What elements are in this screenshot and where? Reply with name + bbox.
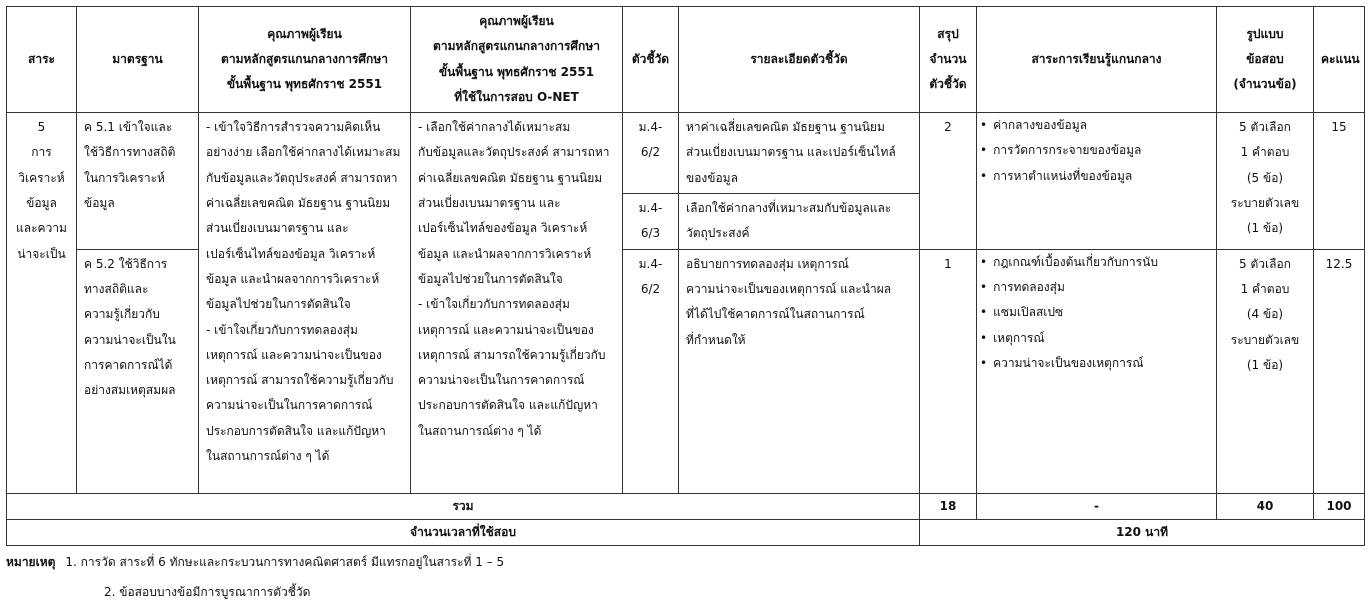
total-indicators: 18 <box>920 493 977 519</box>
indicator-code: ม.4-6/3 <box>638 201 663 241</box>
header-core-content: สาระการเรียนรู้แกนกลาง <box>1031 51 1162 66</box>
list-item: • ความน่าจะเป็นของเหตุการณ์ <box>980 351 1216 376</box>
header-standard: มาตรฐาน <box>112 51 163 66</box>
header-indicator-detail: รายละเอียดตัวชี้วัด <box>750 51 848 66</box>
header-row <box>7 7 1365 113</box>
test-blueprint-table <box>6 6 1365 546</box>
header-indicator: ตัวชี้วัด <box>631 51 670 66</box>
time-value: 120 นาที <box>920 519 1365 545</box>
indicator-code: ม.4-6/2 <box>638 256 663 296</box>
indicator-detail: เลือกใช้ค่ากลางที่เหมาะสมกับข้อมูลและ วัตถุประสงค์ <box>686 201 892 241</box>
list-item: • เหตุการณ์ <box>980 326 1216 351</box>
list-item: • การหาตำแหน่งที่ของข้อมูล <box>980 164 1216 189</box>
total-row <box>7 493 1365 519</box>
indicator-count: 2 <box>944 120 952 135</box>
score-value: 15 <box>1331 120 1347 135</box>
note-label: หมายเหตุ <box>6 555 56 569</box>
total-score: 100 <box>1314 493 1365 519</box>
core-content-list <box>977 250 1216 376</box>
header-learner-quality: คุณภาพผู้เรียน ตามหลักสูตรแกนกลางการศึกษา ขั้นพื้นฐาน พุทธศักราช 2551 <box>221 26 388 92</box>
list-item: • ค่ากลางของข้อมูล <box>980 113 1216 138</box>
list-item: • กฎเกณฑ์เบื้องต้นเกี่ยวกับการนับ <box>980 250 1216 275</box>
list-item: • การวัดการกระจายของข้อมูล <box>980 138 1216 163</box>
standard-5-2: ค 5.2 ใช้วิธีการ ทางสถิติและ ความรู้เกี่ยวกับ ความน่าจะเป็นใน การคาดการณ์ได้ อย่างสมเหตุสมผล <box>84 256 176 398</box>
standard-5-1: ค 5.1 เข้าใจและ ใช้วิธีการทางสถิติ ในการวิเคราะห์ ข้อมูล <box>84 120 176 211</box>
list-item: • แซมเปิลสเปซ <box>980 300 1216 325</box>
total-items: 40 <box>1217 493 1314 519</box>
learner-quality-text: - เข้าใจวิธีการสำรวจความคิดเห็น อย่างง่าย เลือกใช้ค่ากลางได้เหมาะสม กับข้อมูลและวัตถุประสงค์ สามารถหา ค่าเฉลี่ยเลขคณิต มัธยฐาน ฐานนิยม ส่วนเบี่ยงเบนมาตรฐาน และ เปอร์เซ็นไทล์ของข้อมูล วิเคราะห์ ข้อมูล และนำผลจากการวิเคราะห์ ข้อมูลไปช่วยในการตัดสินใจ - เข้าใจเกี่ยวกับการทดลองสุ่ม เหตุการณ์ และความน่าจะเป็นของ เหตุการณ์ สามารถใช้ความรู้เกี่ยวกับ ความน่าจะเป็นในการคาดการณ์ ประกอบการตัดสินใจ และแก้ปัญหา ในสถานการณ์ต่าง ๆ ได้ <box>206 120 401 464</box>
time-label: จำนวนเวลาที่ใช้สอบ <box>7 519 920 545</box>
header-learner-quality-onet: คุณภาพผู้เรียน ตามหลักสูตรแกนกลางการศึกษา ขั้นพื้นฐาน พุทธศักราช 2551 ที่ใช้ในการสอบ O-NET <box>433 14 600 104</box>
header-test-format: รูปแบบ ข้อสอบ (จำนวนข้อ) <box>1233 26 1297 92</box>
strand-cell: 5 การ วิเคราะห์ ข้อมูล และความ น่าจะเป็น <box>16 120 67 261</box>
score-value: 12.5 <box>1325 256 1353 271</box>
indicator-detail: อธิบายการทดลองสุ่ม เหตุการณ์ ความน่าจะเป็นของเหตุการณ์ และนำผล ที่ได้ไปใช้คาดการณ์ในสถานการณ์ ที่กำหนดให้ <box>686 256 892 347</box>
table-row <box>7 113 1365 194</box>
note-item: 2. ข้อสอบบางข้อมีการบูรณาการตัวชี้วัด <box>104 585 311 599</box>
header-strand: สาระ <box>28 51 55 66</box>
indicator-detail: หาค่าเฉลี่ยเลขคณิต มัธยฐาน ฐานนิยม ส่วนเบี่ยงเบนมาตรฐาน และเปอร์เซ็นไทล์ ของข้อมูล <box>686 120 896 185</box>
time-row <box>7 519 1365 545</box>
total-label: รวม <box>7 493 920 519</box>
indicator-count: 1 <box>944 256 952 271</box>
test-format: 5 ตัวเลือก 1 คำตอบ (4 ข้อ) ระบายตัวเลข (1 ข้อ) <box>1230 256 1300 372</box>
indicator-code: ม.4-6/2 <box>638 120 663 160</box>
total-core: - <box>977 493 1217 519</box>
header-indicator-count: สรุป จำนวน ตัวชี้วัด <box>929 26 967 92</box>
note-item: 1. การวัด สาระที่ 6 ทักษะและกระบวนการทางคณิตศาสตร์ มีแทรกอยู่ในสาระที่ 1 – 5 <box>65 555 505 569</box>
note-line-2 <box>104 583 310 601</box>
learner-quality-onet-text: - เลือกใช้ค่ากลางได้เหมาะสม กับข้อมูลและวัตถุประสงค์ สามารถหา ค่าเฉลี่ยเลขคณิต มัธยฐาน ฐานนิยม ส่วนเบี่ยงเบนมาตรฐาน และ เปอร์เซ็นไทล์ของข้อมูล วิเคราะห์ ข้อมูล และนำผลจากการวิเคราะห์ ข้อมูลไปช่วยในการตัดสินใจ - เข้าใจเกี่ยวกับการทดลองสุ่ม เหตุการณ์ และความน่าจะเป็นของ เหตุการณ์ สามารถใช้ความรู้เกี่ยวกับ ความน่าจะเป็นในการคาดการณ์ ประกอบการตัดสินใจ และแก้ปัญหา ในสถานการณ์ต่าง ๆ ได้ <box>418 120 610 438</box>
note-line-1 <box>6 553 504 571</box>
test-format: 5 ตัวเลือก 1 คำตอบ (5 ข้อ) ระบายตัวเลข (1 ข้อ) <box>1230 120 1300 236</box>
list-item: • การทดลองสุ่ม <box>980 275 1216 300</box>
header-score: คะแนน <box>1321 51 1360 66</box>
core-content-list <box>977 113 1216 189</box>
